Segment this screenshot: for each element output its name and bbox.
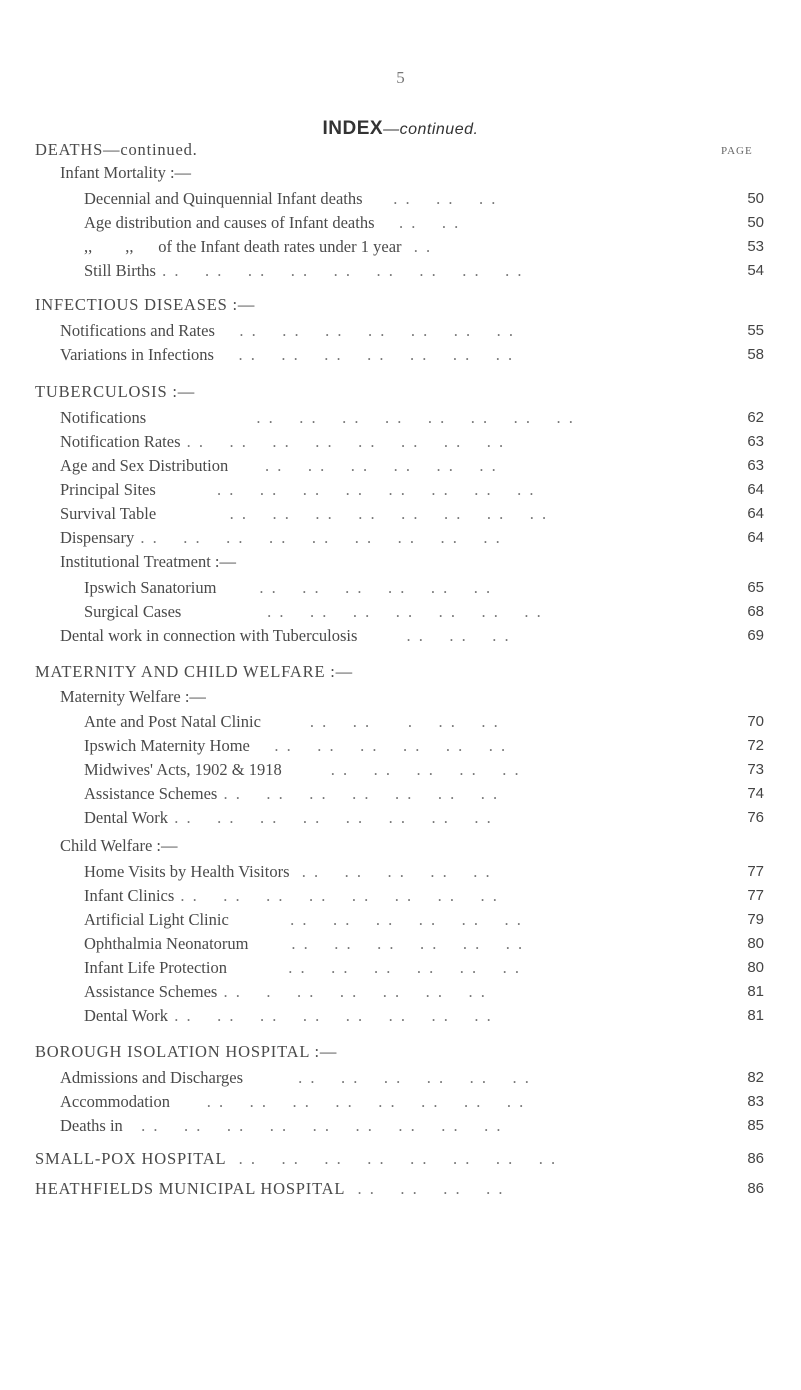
leader-dots: . . . . . . . . . . . . . . — [214, 321, 516, 340]
entry-label: Accommodation — [60, 1092, 170, 1111]
entry-label: Dental Work — [84, 1006, 169, 1025]
page-number: 5 — [396, 68, 405, 87]
index-entry — [0, 957, 764, 979]
entry-label: Ophthalmia Neonatorum — [84, 934, 249, 953]
subheading-institutional: Institutional Treatment :— — [60, 552, 236, 571]
leader-dots: . . . . . . . . . . . . — [216, 578, 493, 597]
entry-page: 85 — [747, 1117, 764, 1134]
entry-label: Infant Clinics — [84, 886, 175, 905]
entry-page: 50 — [747, 190, 764, 207]
entry-page: 80 — [747, 959, 764, 976]
entry-page: 77 — [747, 887, 764, 904]
leader-dots: . . . . . . — [357, 626, 511, 645]
entry-label: Assistance Schemes — [84, 982, 218, 1001]
leader-dots: . . . . . . . . . . . . — [228, 910, 523, 929]
entry-page: 64 — [747, 505, 764, 522]
entry-page: 82 — [747, 1069, 764, 1086]
entry-page: 50 — [747, 214, 764, 231]
entry-page: 65 — [747, 579, 764, 596]
entry-label: Still Births — [84, 261, 156, 280]
leader-dots: . . . . . . . . . . . . . . . . — [168, 808, 493, 827]
entry-label: Survival Table — [60, 504, 157, 523]
entry-page: 73 — [747, 761, 764, 778]
leader-dots: . . . . . . . . . . . . . . . . — [156, 504, 549, 523]
index-entry — [0, 188, 764, 210]
leader-dots: . . . . . . . . . . — [289, 862, 492, 881]
subheading-infant-mortality: Infant Mortality :— — [60, 163, 192, 182]
entry-label: Notifications — [60, 408, 147, 427]
entry-label: Notifications and Rates — [60, 321, 215, 340]
index-entry — [0, 601, 764, 623]
entry-label: Surgical Cases — [84, 602, 182, 621]
entry-label: SMALL-POX HOSPITAL — [35, 1149, 227, 1168]
entry-page: 63 — [747, 457, 764, 474]
index-entry — [0, 212, 764, 234]
index-entry — [0, 1005, 764, 1027]
page-title — [0, 118, 801, 140]
entry-page: 68 — [747, 603, 764, 620]
leader-dots: . . . . . . . . . . . . . . . . . . — [155, 261, 524, 280]
leader-dots: . . . . . . . . — [345, 1179, 505, 1198]
leader-dots: . . . . . . . . . . — [281, 760, 521, 779]
index-entry — [0, 344, 764, 366]
title-suffix: —continued. — [383, 121, 479, 138]
index-entry — [0, 861, 764, 883]
leader-dots: . . . . . . . . . . . . . . . . — [146, 408, 575, 427]
leader-dots: . . . . . . . . . . . . . . — [213, 345, 515, 364]
index-entry — [0, 759, 764, 781]
leader-dots: . . . . . . . . . . . . — [248, 934, 525, 953]
entry-label: ,, ,, of the Infant death rates under 1 year — [84, 237, 402, 256]
entry-page: 77 — [747, 863, 764, 880]
entry-label: Assistance Schemes — [84, 784, 218, 803]
entry-label: Admissions and Discharges — [60, 1068, 244, 1087]
entry-page: 79 — [747, 911, 764, 928]
entry-label: Dispensary — [60, 528, 135, 547]
entry-page: 58 — [747, 346, 764, 363]
title-main: INDEX — [322, 118, 384, 139]
entry-page: 54 — [747, 262, 764, 279]
entry-page: 55 — [747, 322, 764, 339]
entry-page: 81 — [747, 983, 764, 1000]
leader-dots: . . . . . . . . . . . . . . — [181, 602, 543, 621]
entry-label: Dental work in connection with Tuberculosis — [60, 626, 358, 645]
subheading-child-welfare: Child Welfare :— — [60, 836, 178, 855]
entry-page: 80 — [747, 935, 764, 952]
index-entry — [0, 1091, 764, 1113]
leader-dots: . . . . . . — [362, 189, 498, 208]
entry-label: Ipswich Sanatorium — [84, 578, 217, 597]
index-entry — [0, 735, 764, 757]
leader-dots: . . . . — [374, 213, 461, 232]
leader-dots: . . . . . . . . . . . . — [228, 456, 498, 475]
page-column-label: PAGE — [721, 145, 753, 157]
leader-dots: . . . . . . . . . . . . . . . . . . — [122, 1116, 503, 1135]
entry-label: Home Visits by Health Visitors — [84, 862, 290, 881]
leader-dots: . . . . . . . . . . . . — [243, 1068, 531, 1087]
index-entry — [0, 981, 764, 1003]
leader-dots: . . . . . . . . . . . . . — [217, 982, 487, 1001]
index-entry — [0, 407, 764, 429]
leader-dots: . . . . . . . . . . . . . . . . — [226, 1149, 558, 1168]
entry-page: 72 — [747, 737, 764, 754]
index-entry — [0, 260, 764, 282]
leader-dots: . . . . . . . . . . . . . . . . — [180, 432, 506, 451]
entry-page: 70 — [747, 713, 764, 730]
index-entry — [0, 1115, 764, 1137]
index-entry — [0, 807, 764, 829]
entry-label: Age and Sex Distribution — [60, 456, 229, 475]
leader-dots: . . — [401, 237, 433, 256]
index-entry — [0, 783, 764, 805]
index-entry — [0, 1148, 764, 1170]
leader-dots: . . . . . . . . . . . . . . . . — [155, 480, 536, 499]
entry-label: Decennial and Quinquennial Infant deaths — [84, 189, 363, 208]
index-entry — [0, 431, 764, 453]
subheading-maternity-welfare: Maternity Welfare :— — [60, 687, 206, 706]
entry-page: 83 — [747, 1093, 764, 1110]
entry-page: 86 — [747, 1180, 764, 1197]
leader-dots: . . . . . . . . . . . . . . . . — [169, 1092, 526, 1111]
leader-dots: . . . . . . . . . — [260, 712, 500, 731]
index-entry — [0, 909, 764, 931]
section-heading-maternity: MATERNITY AND CHILD WELFARE :— — [35, 662, 353, 681]
entry-page: 69 — [747, 627, 764, 644]
entry-page: 86 — [747, 1150, 764, 1167]
entry-label: Midwives' Acts, 1902 & 1918 — [84, 760, 282, 779]
entry-label: Ante and Post Natal Clinic — [84, 712, 261, 731]
entry-page: 81 — [747, 1007, 764, 1024]
entry-page: 64 — [747, 481, 764, 498]
index-entry — [0, 479, 764, 501]
entry-label: Age distribution and causes of Infant deaths — [84, 213, 375, 232]
leader-dots: . . . . . . . . . . . . . . . . . . — [134, 528, 502, 547]
entry-page: 63 — [747, 433, 764, 450]
entry-page: 62 — [747, 409, 764, 426]
index-entry — [0, 1178, 764, 1200]
leader-dots: . . . . . . . . . . . . — [226, 958, 521, 977]
section-heading-infectious: INFECTIOUS DISEASES :— — [35, 295, 256, 314]
index-entry — [0, 503, 764, 525]
index-entry — [0, 236, 764, 258]
leader-dots: . . . . . . . . . . . . . . — [217, 784, 500, 803]
section-heading-deaths: DEATHS—continued. — [35, 140, 198, 159]
entry-label: Artificial Light Clinic — [84, 910, 229, 929]
entry-page: 64 — [747, 529, 764, 546]
index-entry — [0, 320, 764, 342]
section-heading-tuberculosis: TUBERCULOSIS :— — [35, 382, 196, 401]
entry-label: Infant Life Protection — [84, 958, 227, 977]
index-entry — [0, 711, 764, 733]
section-heading-isolation: BOROUGH ISOLATION HOSPITAL :— — [35, 1042, 338, 1061]
leader-dots: . . . . . . . . . . . . — [249, 736, 508, 755]
entry-label: Principal Sites — [60, 480, 156, 499]
entry-label: Deaths in — [60, 1116, 123, 1135]
entry-label: Variations in Infections — [60, 345, 214, 364]
index-entry — [0, 625, 764, 647]
entry-page: 76 — [747, 809, 764, 826]
entry-label: HEATHFIELDS MUNICIPAL HOSPITAL — [35, 1179, 346, 1198]
entry-page: 74 — [747, 785, 764, 802]
index-entry — [0, 455, 764, 477]
entry-page: 53 — [747, 238, 764, 255]
entry-label: Notification Rates — [60, 432, 181, 451]
leader-dots: . . . . . . . . . . . . . . . . — [168, 1006, 493, 1025]
leader-dots: . . . . . . . . . . . . . . . . — [174, 886, 499, 905]
index-entry — [0, 527, 764, 549]
entry-label: Dental Work — [84, 808, 169, 827]
index-entry — [0, 1067, 764, 1089]
entry-label: Ipswich Maternity Home — [84, 736, 250, 755]
index-entry — [0, 933, 764, 955]
index-entry — [0, 577, 764, 599]
index-entry — [0, 885, 764, 907]
